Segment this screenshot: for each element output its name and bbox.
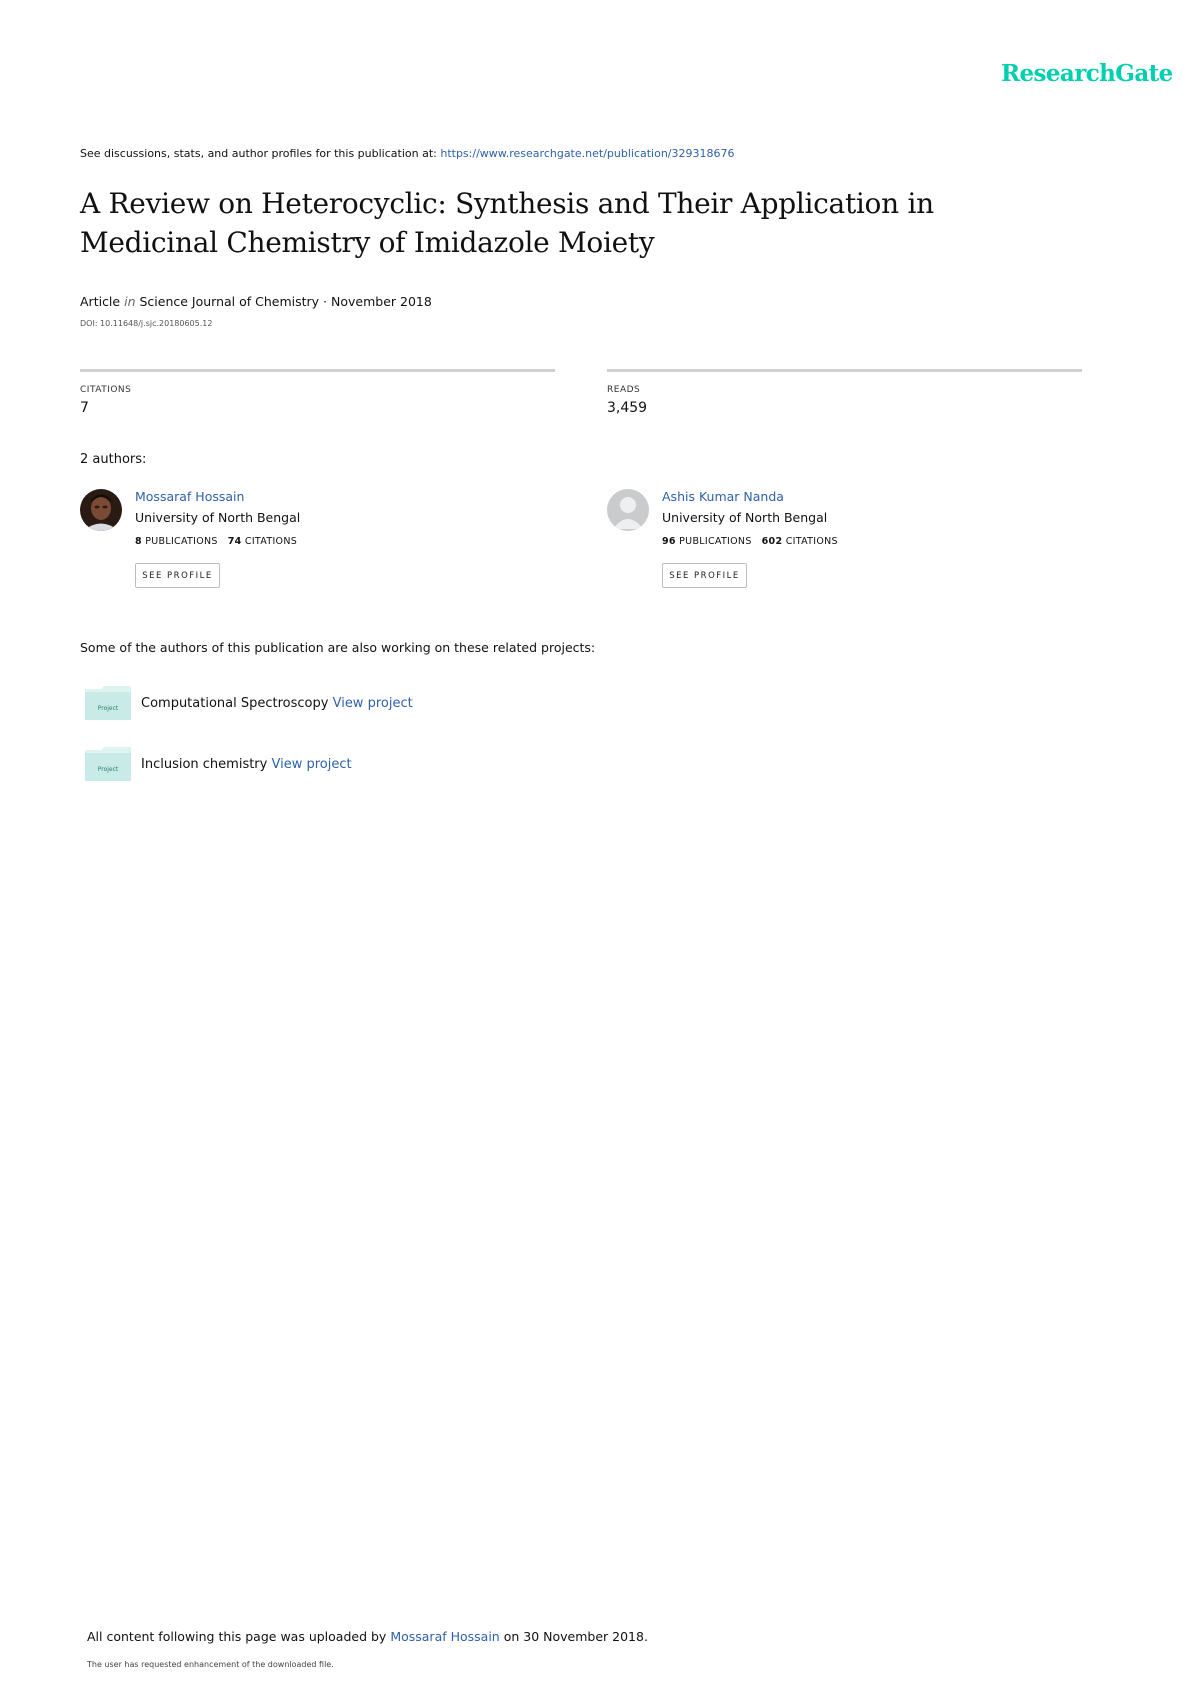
project-item [141, 696, 413, 711]
reads-label: READS [607, 385, 641, 395]
doi: DOI: 10.11648/j.sjc.20180605.12 [80, 319, 213, 328]
project-name: Inclusion chemistry [141, 757, 268, 772]
view-project-link[interactable]: View project [271, 757, 352, 772]
in-label: in [124, 294, 136, 309]
publications-count: 8 [135, 536, 142, 547]
citations-label: CITATIONS [80, 385, 132, 395]
svg-text:Project: Project [97, 766, 119, 773]
uploaded-prefix: All content following this page was uploaded by [87, 1629, 387, 1644]
reads-value: 3,459 [607, 400, 648, 416]
researchgate-logo[interactable]: ResearchGate [1001, 60, 1173, 87]
author-institution: University of North Bengal [662, 510, 828, 525]
citations-count: 602 [761, 536, 783, 547]
publications-label: PUBLICATIONS [145, 536, 218, 547]
see-profile-button[interactable]: SEE PROFILE [135, 563, 220, 588]
article-type: Article [80, 294, 121, 309]
journal-date: Science Journal of Chemistry · November 2018 [139, 294, 432, 309]
author-institution: University of North Bengal [135, 510, 301, 525]
uploaded-suffix: on 30 November 2018. [503, 1629, 648, 1644]
svg-text:Project: Project [97, 705, 119, 712]
citations-count: 74 [227, 536, 242, 547]
uploader-link[interactable]: Mossaraf Hossain [390, 1629, 500, 1644]
project-folder-icon [85, 747, 131, 781]
see-discussions-text: See discussions, stats, and author profiles for this publication at: [80, 147, 437, 160]
publication-url-line [80, 147, 735, 160]
project-name: Computational Spectroscopy [141, 696, 329, 711]
publications-count: 96 [662, 536, 676, 547]
photo-avatar-icon[interactable] [80, 489, 122, 531]
author-stats [135, 536, 297, 547]
citations-label: CITATIONS [244, 536, 298, 547]
citations-divider [80, 369, 555, 372]
default-user-avatar-icon[interactable] [607, 489, 649, 531]
author-name-link[interactable]: Mossaraf Hossain [135, 489, 245, 504]
reads-divider [607, 369, 1082, 372]
citations-value: 7 [80, 400, 89, 416]
author-stats [662, 536, 838, 547]
author-name-link[interactable]: Ashis Kumar Nanda [662, 489, 784, 504]
enhancement-note: The user has requested enhancement of the downloaded file. [87, 1660, 334, 1669]
related-projects-heading: Some of the authors of this publication are also working on these related projects: [80, 640, 596, 655]
view-project-link[interactable]: View project [332, 696, 413, 711]
publication-title: A Review on Heterocyclic: Synthesis and Their Application in Medicinal Chemistry of Imidazole Moiety [80, 187, 934, 259]
see-profile-button[interactable]: SEE PROFILE [662, 563, 747, 588]
publications-label: PUBLICATIONS [679, 536, 752, 547]
project-folder-icon [85, 686, 131, 720]
publication-url-link[interactable]: https://www.researchgate.net/publication/329318676 [440, 147, 735, 160]
citations-label: CITATIONS [785, 536, 838, 547]
upload-note [87, 1629, 648, 1644]
project-item [141, 757, 352, 772]
publication-meta [80, 294, 432, 309]
authors-heading: 2 authors: [80, 452, 147, 467]
